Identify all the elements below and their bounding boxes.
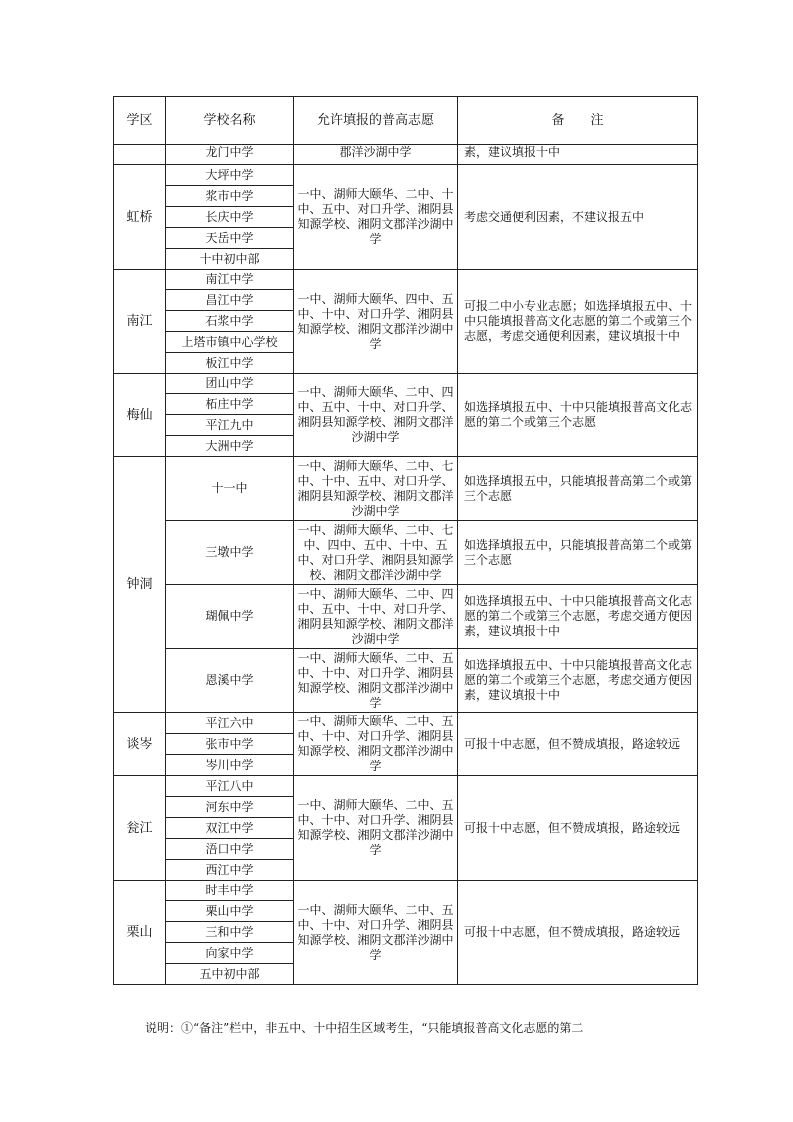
allowed-cell: 一中、湖师大颐华、二中、七中、十中、五中、对口升学、湘阴县知源学校、湘阴文郡洋沙湖中学	[294, 457, 458, 521]
note-cell: 如选择填报五中，只能填报普高第二个或第三个志愿	[458, 457, 698, 521]
note-cell: 可报二中小专业志愿；如选择填报五中、十中只能填报普高文化志愿的第二个或第三个志愿，考虑交通便利因素，建议填报十中	[458, 270, 698, 374]
school-cell: 板江中学	[166, 353, 294, 374]
school-cell: 西江中学	[166, 860, 294, 881]
school-cell: 十中初中部	[166, 249, 294, 270]
note-cell: 可报十中志愿，但不赞成填报，路途较远	[458, 713, 698, 776]
school-cell: 浆市中学	[166, 186, 294, 207]
school-cell: 平江六中	[166, 713, 294, 734]
table-row	[114, 776, 698, 797]
school-cell: 大洲中学	[166, 436, 294, 457]
school-cell: 五中初中部	[166, 964, 294, 985]
school-cell: 三和中学	[166, 922, 294, 943]
district-cell: 谈岑	[114, 713, 166, 776]
note-cell: 如选择填报五中，只能填报普高第二个或第三个志愿	[458, 521, 698, 585]
header-school: 学校名称	[166, 97, 294, 145]
note-cell: 如选择填报五中、十中只能填报普高文化志愿的第二个或第三个志愿，考虑交通方便因素，建议填报十中	[458, 585, 698, 649]
school-cell: 大坪中学	[166, 165, 294, 186]
note-cell: 如选择填报五中、十中只能填报普高文化志愿的第二个或第三个志愿	[458, 374, 698, 457]
footnote-text: 说明：①“备注”栏中，非五中、十中招生区域考生，“只能填报普高文化志愿的第二	[145, 1021, 584, 1035]
school-cell: 张市中学	[166, 734, 294, 755]
district-cell: 钟洞	[114, 457, 166, 713]
note-cell: 素，建议填报十中	[458, 145, 698, 165]
table-row	[114, 374, 698, 394]
school-table	[113, 96, 698, 985]
school-cell: 三墩中学	[166, 521, 294, 585]
note-cell: 可报十中志愿，但不赞成填报，路途较远	[458, 881, 698, 985]
header-allowed: 允许填报的普高志愿	[294, 97, 458, 145]
school-cell: 平江九中	[166, 415, 294, 436]
allowed-cell: 一中、湖师大颐华、二中、五中、十中、对口升学、湘阴县知源学校、湘阴文郡洋沙湖中学	[294, 881, 458, 985]
school-cell: 龙门中学	[166, 145, 294, 165]
school-cell: 岑川中学	[166, 755, 294, 776]
school-cell: 河东中学	[166, 797, 294, 818]
district-cell	[114, 145, 166, 165]
header-district: 学区	[114, 97, 166, 145]
table-row	[114, 521, 698, 585]
note-cell: 可报十中志愿，但不赞成填报，路途较远	[458, 776, 698, 881]
school-cell: 柘庄中学	[166, 394, 294, 415]
district-cell: 栗山	[114, 881, 166, 985]
header-row	[114, 97, 698, 145]
table-row	[114, 649, 698, 713]
allowed-cell: 一中、湖师大颐华、二中、五中、十中、对口升学、湘阴县知源学校、湘阴文郡洋沙湖中学	[294, 776, 458, 881]
district-cell: 南江	[114, 270, 166, 374]
school-cell: 恩溪中学	[166, 649, 294, 713]
table-row	[114, 165, 698, 186]
school-cell: 天岳中学	[166, 228, 294, 249]
allowed-cell: 一中、湖师大颐华、二中、七中、四中、五中、十中、五中、对口升学、湘阴县知源学校、湘阴文郡洋沙湖中学	[294, 521, 458, 585]
school-cell: 浯口中学	[166, 839, 294, 860]
school-cell: 瑚佩中学	[166, 585, 294, 649]
table-row	[114, 457, 698, 521]
table-row	[114, 585, 698, 649]
school-cell: 平江八中	[166, 776, 294, 797]
header-note: 备 注	[458, 97, 698, 145]
allowed-cell: 郡洋沙湖中学	[294, 145, 458, 165]
district-cell: 梅仙	[114, 374, 166, 457]
note-cell: 考虑交通便利因素，不建议报五中	[458, 165, 698, 270]
school-cell: 上塔市镇中心学校	[166, 332, 294, 353]
allowed-cell: 一中、湖师大颐华、二中、五中、十中、对口升学、湘阴县知源学校、湘阴文郡洋沙湖中学	[294, 713, 458, 776]
school-cell: 向家中学	[166, 943, 294, 964]
school-cell: 昌江中学	[166, 290, 294, 311]
school-cell: 南江中学	[166, 270, 294, 290]
allowed-cell: 一中、湖师大颐华、四中、五中、十中、对口升学、湘阴县知源学校、湘阴文郡洋沙湖中学	[294, 270, 458, 374]
allowed-cell: 一中、湖师大颐华、二中、十中、五中、对口升学、湘阴县知源学校、湘阴文郡洋沙湖中学	[294, 165, 458, 270]
allowed-cell: 一中、湖师大颐华、二中、四中、五中、十中、对口升学、湘阴县知源学校、湘阴文郡洋沙湖中学	[294, 374, 458, 457]
note-cell: 如选择填报五中、十中只能填报普高文化志愿的第二个或第三个志愿，考虑交通方便因素，建议填报十中	[458, 649, 698, 713]
school-cell: 长庆中学	[166, 207, 294, 228]
table-row	[114, 713, 698, 734]
table-row	[114, 881, 698, 901]
school-cell: 石浆中学	[166, 311, 294, 332]
allowed-cell: 一中、湖师大颐华、二中、四中、五中、十中、对口升学、湘阴县知源学校、湘阴文郡洋沙湖中学	[294, 585, 458, 649]
school-cell: 十一中	[166, 457, 294, 521]
school-cell: 栗山中学	[166, 901, 294, 922]
continued-row	[114, 145, 698, 165]
district-cell: 虹桥	[114, 165, 166, 270]
table-row	[114, 270, 698, 290]
school-cell: 团山中学	[166, 374, 294, 394]
school-cell: 时丰中学	[166, 881, 294, 901]
district-cell: 瓮江	[114, 776, 166, 881]
allowed-cell: 一中、湖师大颐华、二中、五中、十中、对口升学、湘阴县知源学校、湘阴文郡洋沙湖中学	[294, 649, 458, 713]
school-cell: 双江中学	[166, 818, 294, 839]
